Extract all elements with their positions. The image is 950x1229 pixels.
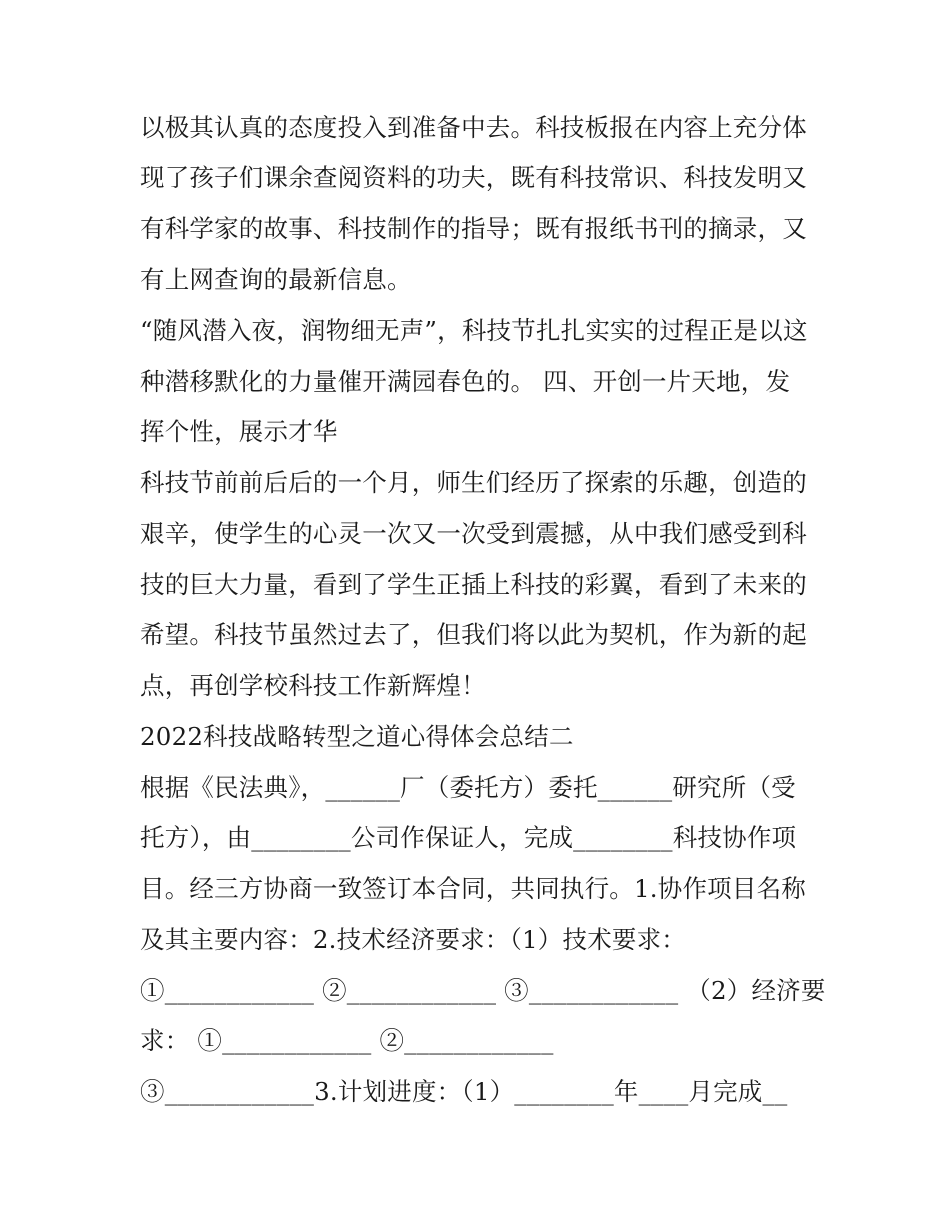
text-line: 托方），由________公司作保证人，完成________科技协作项 bbox=[140, 823, 797, 852]
text-line: 求： ①____________ ②____________ bbox=[140, 1026, 554, 1055]
document-title: 2022科技战略转型之道心得体会总结二 bbox=[140, 722, 574, 751]
text-line: 现了孩子们课余查阅资料的功夫，既有科技常识、科技发明又 bbox=[140, 163, 807, 192]
text-line: 种潜移默化的力量催开满园春色的。 四、开创一片天地，发 bbox=[140, 367, 791, 396]
section-heading: 挥个性，展示才华 bbox=[140, 417, 338, 446]
text-line: 以极其认真的态度投入到准备中去。科技板报在内容上充分体 bbox=[140, 113, 807, 142]
text-line: 科技节前前后后的一个月，师生们经历了探索的乐趣，创造的 bbox=[140, 468, 807, 497]
text-line: 目。经三方协商一致签订本合同，共同执行。1.协作项目名称 bbox=[140, 874, 806, 903]
text-line: 有科学家的故事、科技制作的指导；既有报纸书刊的摘录，又 bbox=[140, 214, 807, 243]
text-line: 及其主要内容：2.技术经济要求：（1）技术要求： bbox=[140, 925, 687, 954]
text-line: ③____________3.计划进度：（1）________年____月完成__ bbox=[140, 1077, 788, 1106]
text-line: 根据《民法典》，______厂（委托方）委托______研究所（受 bbox=[140, 773, 796, 802]
text-line: 点，再创学校科技工作新辉煌！ bbox=[140, 671, 486, 700]
text-line: “随风潜入夜，润物细无声”，科技节扎扎实实的过程正是以这 bbox=[140, 316, 808, 345]
text-line: ①____________ ②____________ ③____________ （2）经济要 bbox=[140, 976, 826, 1005]
text-line: 艰辛，使学生的心灵一次又一次受到震撼，从中我们感受到科 bbox=[140, 519, 807, 548]
text-line: 希望。科技节虽然过去了，但我们将以此为契机，作为新的起 bbox=[140, 620, 807, 649]
text-line: 有上网查询的最新信息。 bbox=[140, 265, 412, 294]
text-line: 技的巨大力量，看到了学生正插上科技的彩翼，看到了未来的 bbox=[140, 570, 807, 599]
